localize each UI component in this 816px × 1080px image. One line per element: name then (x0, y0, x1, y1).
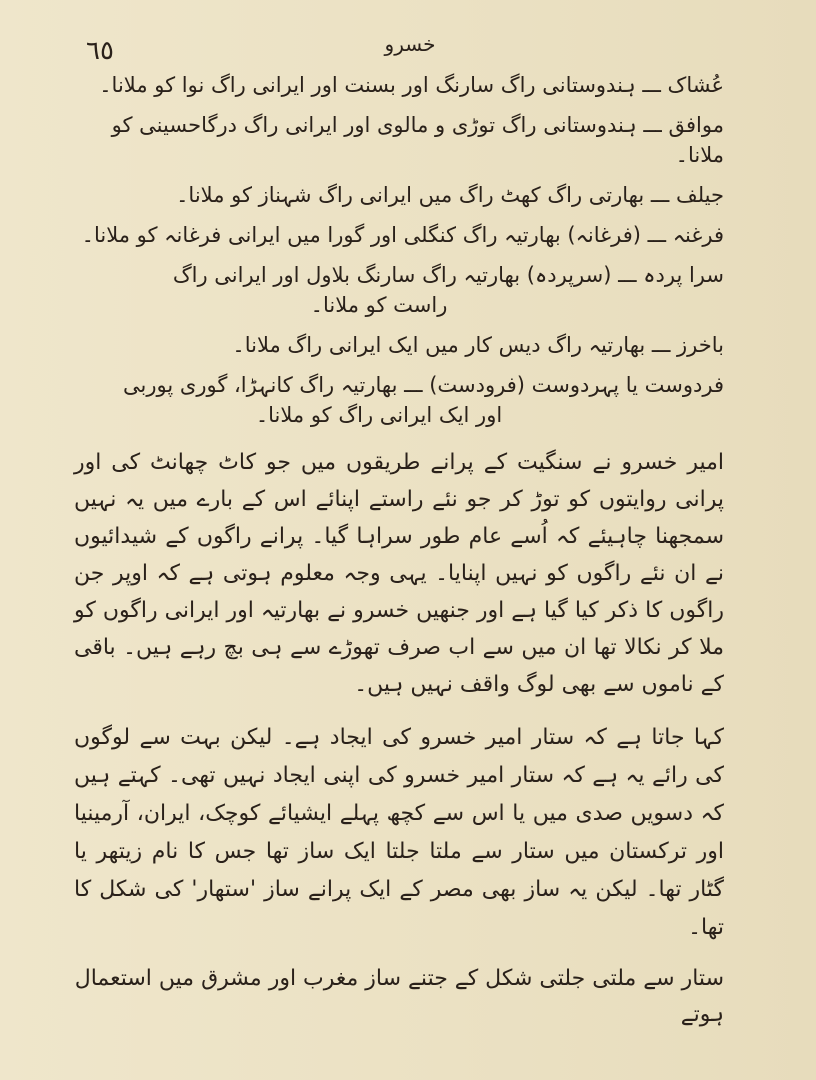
page-body (74, 70, 724, 1033)
closing-line: ستار سے ملتی جلتی شکل کے جتنے ساز مغرب اور مشرق میں استعمال ہوتے (74, 966, 724, 1027)
raga-entry (74, 370, 724, 430)
raga-entry (74, 330, 724, 360)
entry-text: باخرز ـــ بھارتیہ راگ دیس کار میں ایک ایرانی راگ ملانا۔ (232, 333, 724, 357)
paragraph: کہا جاتا ہے کہ ستار امیر خسرو کی ایجاد ہے۔ لیکن بہت سے لوگوں کی رائے یہ ہے کہ ستار امیر خسرو کی اپنی ایجاد نہیں تھی۔ کہتے ہیں کہ دسویں صدی میں یا اس سے کچھ پہلے ایشیائے کوچک، ایران، آرمینیا اور ترکستان میں ستار سے ملتا جلتا ایک ساز تھا جس کا نام زیتھر یا گٹار تھا۔ لیکن یہ ساز بھی مصر کے ایک پرانے ساز 'ستھار' کی شکل کا تھا۔ (74, 725, 724, 940)
raga-entry (74, 70, 724, 100)
raga-entry (74, 220, 724, 250)
entry-text: فرغنہ ـــ (فرغانہ) بھارتیہ راگ کنگلی اور گورا میں ایرانی فرغانہ کو ملانا۔ (81, 223, 724, 247)
running-head: خسرو (384, 32, 436, 56)
raga-entry (74, 180, 724, 210)
entry-text: موافق ـــ ہندوستانی راگ توڑی و مالوی اور ایرانی راگ درگاحسینی کو ملانا۔ (111, 113, 724, 167)
entry-text: جیلف ـــ بھارتی راگ کھٹ راگ میں ایرانی راگ شہناز کو ملانا۔ (176, 183, 724, 207)
entry-continuation: اور ایک ایرانی راگ کو ملانا۔ (255, 403, 503, 427)
page-number: ٦٥ (86, 36, 114, 66)
entry-continuation: راست کو ملانا۔ (310, 293, 448, 317)
entry-text: سرا پردہ ـــ (سرپردہ) بھارتیہ راگ سارنگ بلاول اور ایرانی راگ (172, 263, 724, 287)
raga-entry (74, 260, 724, 320)
entry-text: عُشاک ـــ ہندوستانی راگ سارنگ اور بسنت اور ایرانی راگ نوا کو ملانا۔ (99, 73, 724, 97)
raga-entry (74, 110, 724, 170)
entry-text: فردوست یا پہردوست (فرودست) ـــ بھارتیہ راگ کانہڑا، گوری پوربی (123, 373, 724, 397)
paragraph: امیر خسرو نے سنگیت کے پرانے طریقوں میں جو کاٹ چھانٹ کی اور پرانی روایتوں کو توڑ کر جو نئے راستے اپنائے اس کے بارے میں یہ نہیں سمجھنا چاہیئے کہ اُسے عام طور سراہا گیا۔ پرانے راگوں کے شیدائیوں نے ان نئے راگوں کو نہیں اپنایا۔ یہی وجہ معلوم ہوتی ہے کہ اوپر جن راگوں کا ذکر کیا گیا ہے اور جنھیں خسرو نے بھارتیہ اور ایرانی راگوں کو ملا کر نکالا تھا ان میں سے اب صرف تھوڑے سے ہی بچ رہے ہیں۔ باقی کے ناموں سے بھی لوگ واقف نہیں ہیں۔ (74, 450, 724, 697)
